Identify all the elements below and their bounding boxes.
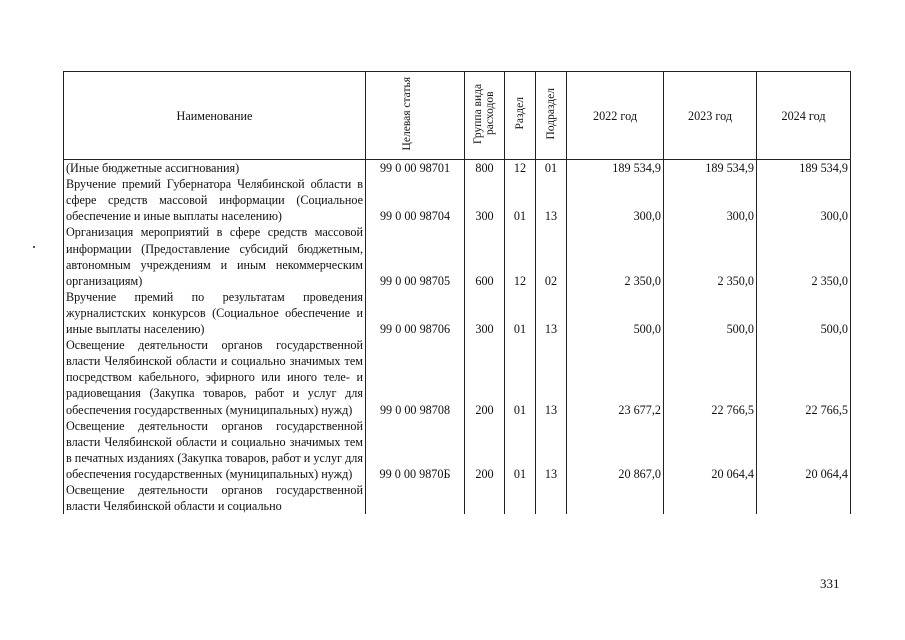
budget-table	[63, 71, 851, 514]
cell-2023: 20 064,4	[664, 418, 757, 482]
table-row-continued	[64, 482, 851, 514]
table-row	[64, 224, 851, 288]
cell-name: Вручение премий по результатам проведения журналистских конкурсов (Социальное обеспечение и иные выплаты населению)	[64, 289, 366, 337]
cell-expense-group: 300	[465, 176, 505, 224]
cell-expense-group: 800	[465, 160, 505, 177]
cell-2023: 189 534,9	[664, 160, 757, 177]
cell-expense-group: 300	[465, 289, 505, 337]
cell-2024	[757, 482, 851, 514]
table-row	[64, 160, 851, 177]
cell-expense-group	[465, 482, 505, 514]
cell-name: Освещение деятельности органов государственной власти Челябинской области и социально значимых тем в печатных изданиях (Закупка товаров, работ и услуг для обеспечения государственных (муниципальных) нужд)	[64, 418, 366, 482]
header-2022: 2022 год	[567, 72, 664, 160]
cell-2023: 22 766,5	[664, 337, 757, 417]
header-2023: 2023 год	[664, 72, 757, 160]
cell-2022	[567, 482, 664, 514]
cell-2023: 2 350,0	[664, 224, 757, 288]
cell-2024: 2 350,0	[757, 224, 851, 288]
scan-speck	[33, 246, 35, 248]
cell-name: Организация мероприятий в сфере средств массовой информации (Предоставление субсидий бюджетным, автономным учреждениям и иным некоммерческим организациям)	[64, 224, 366, 288]
cell-subsection: 13	[536, 176, 567, 224]
cell-target-article: 99 0 00 98708	[366, 337, 465, 417]
cell-section	[505, 482, 536, 514]
cell-2023	[664, 482, 757, 514]
cell-section: 12	[505, 160, 536, 177]
cell-name: Освещение деятельности органов государственной власти Челябинской области и социально	[64, 482, 366, 514]
cell-expense-group: 200	[465, 418, 505, 482]
cell-2023: 300,0	[664, 176, 757, 224]
cell-section: 01	[505, 176, 536, 224]
cell-2022: 500,0	[567, 289, 664, 337]
cell-2024: 20 064,4	[757, 418, 851, 482]
cell-target-article: 99 0 00 98704	[366, 176, 465, 224]
cell-target-article: 99 0 00 98705	[366, 224, 465, 288]
cell-section: 01	[505, 289, 536, 337]
cell-name: (Иные бюджетные ассигнования)	[64, 160, 366, 177]
table-row	[64, 176, 851, 224]
cell-2024: 189 534,9	[757, 160, 851, 177]
cell-2024: 22 766,5	[757, 337, 851, 417]
cell-section: 01	[505, 337, 536, 417]
table-row	[64, 337, 851, 417]
cell-2022: 20 867,0	[567, 418, 664, 482]
cell-target-article	[366, 482, 465, 514]
cell-target-article: 99 0 00 98706	[366, 289, 465, 337]
cell-subsection: 13	[536, 418, 567, 482]
cell-subsection: 02	[536, 224, 567, 288]
cell-2024: 500,0	[757, 289, 851, 337]
cell-expense-group: 200	[465, 337, 505, 417]
page-number: 331	[820, 576, 840, 591]
cell-2022: 300,0	[567, 176, 664, 224]
table-header-row	[64, 72, 851, 160]
table-row	[64, 418, 851, 482]
cell-section: 12	[505, 224, 536, 288]
cell-subsection: 01	[536, 160, 567, 177]
cell-name: Вручение премий Губернатора Челябинской области в сфере средств массовой информации (Социальное обеспечение и иные выплаты населению)	[64, 176, 366, 224]
header-subsection: Подраздел	[536, 72, 567, 160]
header-section: Раздел	[505, 72, 536, 160]
cell-2022: 23 677,2	[567, 337, 664, 417]
cell-expense-group: 600	[465, 224, 505, 288]
header-target-article: Целевая статья	[366, 72, 465, 160]
cell-2023: 500,0	[664, 289, 757, 337]
table-row	[64, 289, 851, 337]
header-expense-group: Группа вида расходов	[465, 72, 505, 160]
cell-target-article: 99 0 00 9870Б	[366, 418, 465, 482]
cell-section: 01	[505, 418, 536, 482]
cell-target-article: 99 0 00 98701	[366, 160, 465, 177]
cell-2022: 189 534,9	[567, 160, 664, 177]
cell-subsection	[536, 482, 567, 514]
header-2024: 2024 год	[757, 72, 851, 160]
cell-2022: 2 350,0	[567, 224, 664, 288]
cell-subsection: 13	[536, 289, 567, 337]
cell-name: Освещение деятельности органов государственной власти Челябинской области и социально значимых тем посредством кабельного, эфирного или иного теле- и радиовещания (Закупка товаров, работ и услуг для обеспечения государственных (муниципальных) нужд)	[64, 337, 366, 417]
header-name: Наименование	[64, 72, 366, 160]
cell-2024: 300,0	[757, 176, 851, 224]
cell-subsection: 13	[536, 337, 567, 417]
